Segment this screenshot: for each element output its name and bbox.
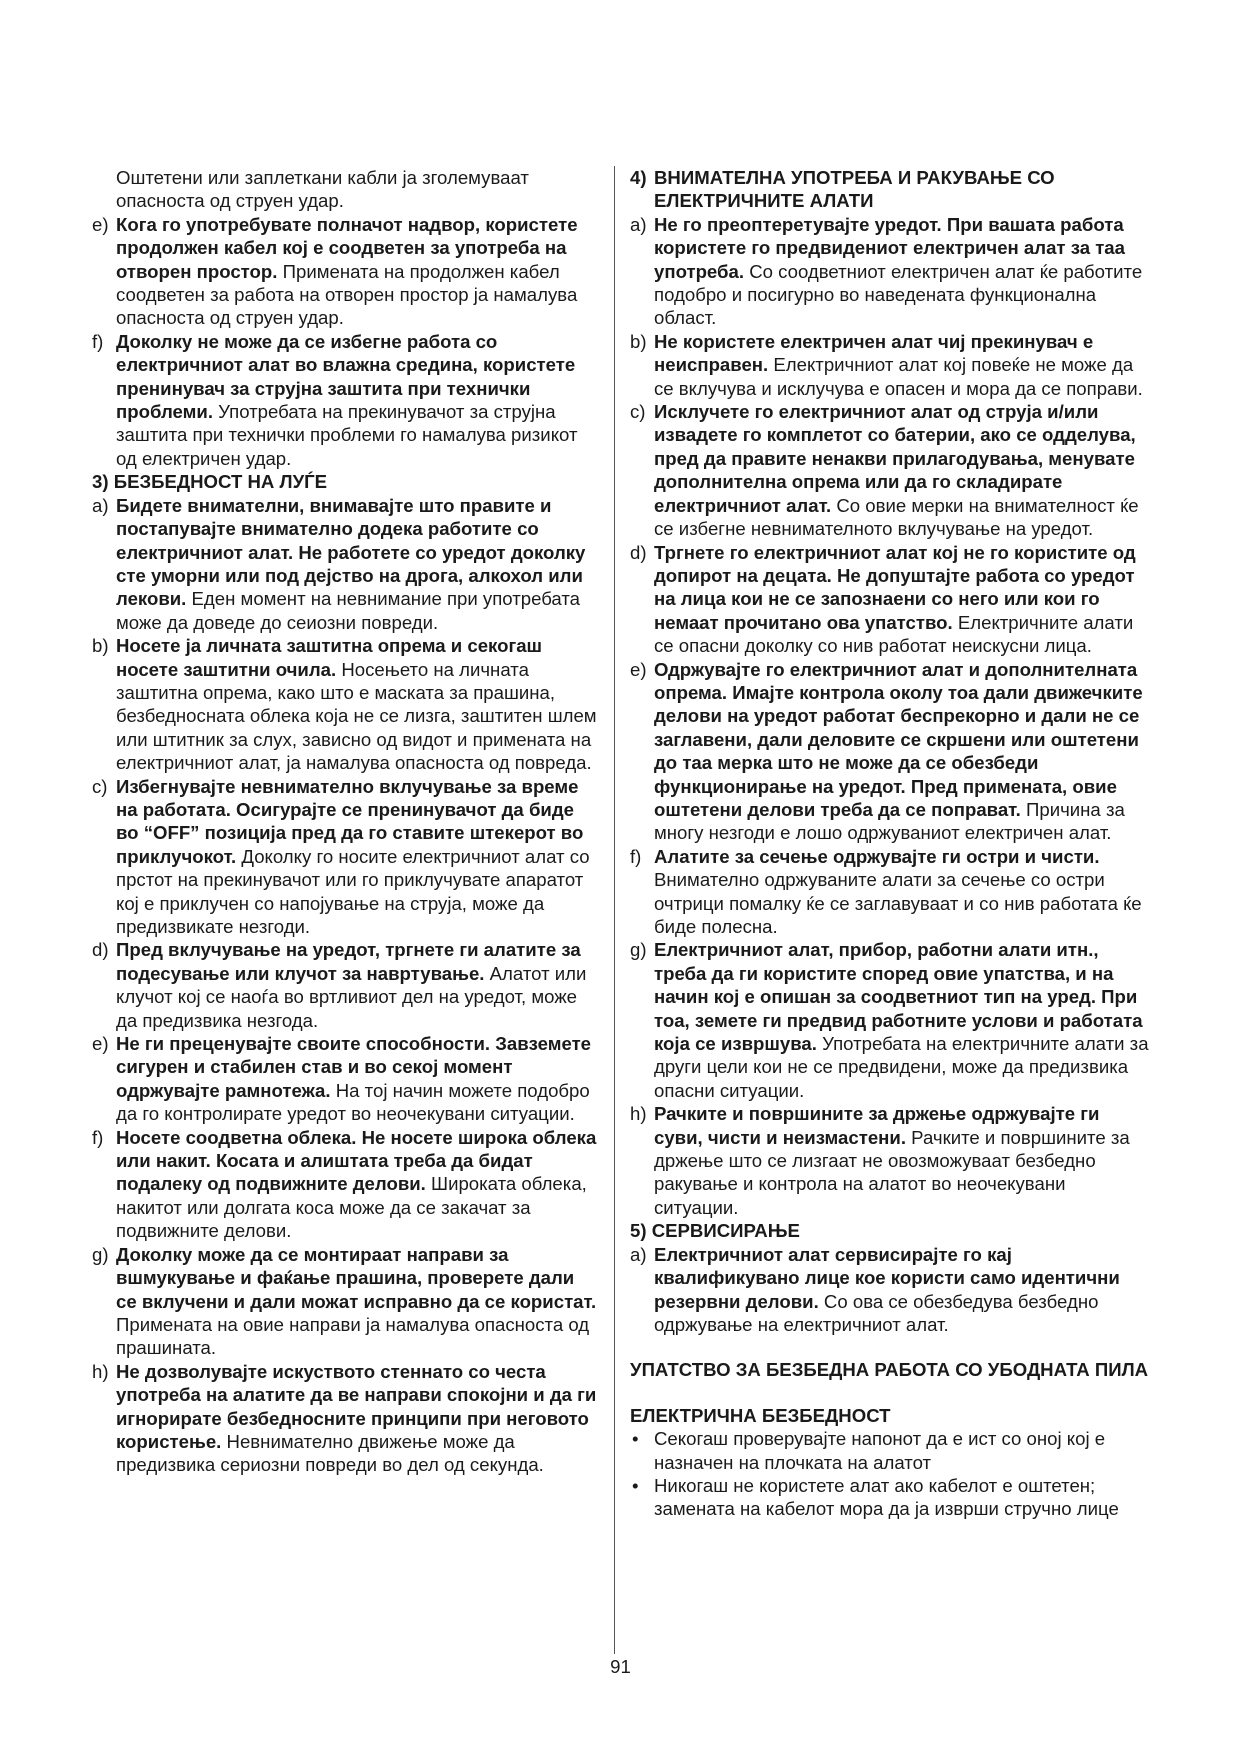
list-item-d (92, 938, 597, 1032)
item-bold: Исклучете го електричниот алат од струја и/или извадете го комплетот со батерии, ако се одделува, пред да правите ненакви прилагодувања, менувате дополнителна опрема или да го складирате електричниот алат. (654, 401, 1136, 516)
item-label: g) (92, 1243, 109, 1265)
list-item-d (630, 541, 1150, 658)
item-text: Со овие мерки на внимателност ќе се избегне невнимателното вклучување на уредот. (654, 494, 1139, 540)
item-label: c) (630, 401, 646, 423)
item-bold: Кога го употребувате полначот надвор, користете продолжен кабел кој е соодветен за употреба на отворен простор. (116, 213, 578, 282)
list-item-b (630, 330, 1150, 400)
item-bold: Доколку може да се монтираат направи за вшмукување и фаќање прашина, проверете дали се вклучени и дали можат исправно да се користат. (116, 1243, 597, 1312)
item-bold: Рачките и површините за држење одржувајте ги суви, чисти и неизмастени. (654, 1103, 1100, 1148)
item-bold: Одржувајте го електричниот алат и дополнителната опрема. Имајте контрола околу тоа дали движечките делови на уредот работат беспрекорно и дали не се заглавени, дали деловите се скршени или оштетени до таа мерка што не може да се обезбеди функционирање на уредот. Пред примената, овие оштетени делови треба да се поправат. (654, 658, 1143, 820)
item-text: Електричниот алат кој повеќе не може да се вклучува и исклучува е опасен и мора да се поправи. (654, 354, 1143, 399)
spacer (630, 1336, 1150, 1358)
electrical-safety-heading: ЕЛЕКТРИЧНА БЕЗБЕДНОСТ (630, 1404, 891, 1426)
item-text: Алатот или клучот кој се наоѓа во вртливиот дел на уредот, може да предизвика незгода. (116, 962, 587, 1031)
intro-text: Оштетени или заплеткани кабли ја зголемуваат опасноста од струен удар. (116, 167, 529, 212)
page-number: 91 (610, 1656, 631, 1677)
item-label: f) (92, 330, 104, 352)
list-item-c (92, 775, 597, 939)
section-5-heading: 5) СЕРВИСИРАЊЕ (630, 1220, 800, 1242)
bullet-mark: • (632, 1474, 639, 1496)
item-bold: Избегнувајте невнимателно вклучување за време на работата. Осигурајте се пренинувачот да биде во “OFF” позиција пред да го ставите штекерот во приклучокот. (116, 775, 584, 867)
jigsaw-safety-heading: УПАТСТВО ЗА БЕЗБЕДНА РАБОТА СО УБОДНАТА ПИЛА (630, 1359, 1149, 1381)
list-item-e (630, 658, 1150, 845)
item-bold: Не ги преценувајте своите способности. Завземете сигурен и стабилен став и во секој момент одржувајте рамнотежа. (116, 1033, 592, 1101)
list-item-e (92, 213, 597, 330)
item-label: b) (630, 330, 647, 352)
list-item-service-a (630, 1243, 1150, 1337)
bullet-item (630, 1474, 1150, 1521)
left-column (92, 166, 597, 1477)
list-item-h (92, 1360, 597, 1477)
section-4-number: 4) (630, 167, 647, 188)
item-label: g) (630, 939, 647, 961)
section-4-heading (630, 166, 1150, 213)
list-item-f (630, 845, 1150, 939)
spacer (630, 1382, 1150, 1404)
item-label: f) (92, 1126, 104, 1148)
item-text: Еден момент на невнимание при употребата може да доведе до сеиозни повреди. (116, 588, 581, 633)
item-label: a) (630, 213, 647, 235)
list-item-c (630, 400, 1150, 540)
item-bold: Не користете електричен алат чиј прекинувач е неисправен. (654, 330, 1094, 376)
item-label: e) (630, 658, 647, 680)
list-item-f (92, 330, 597, 470)
item-text: Употребата на електричните алати за други цели кои не се предвидени, може да предизвика опасни ситуации. (654, 1033, 1149, 1101)
list-item-g (92, 1243, 597, 1360)
list-item-a (92, 494, 597, 634)
item-label: b) (92, 635, 109, 657)
item-text: Широката облека, накитот или долгата коса може да се закачат за подвижните делови. (116, 1173, 587, 1242)
item-label: a) (92, 494, 109, 516)
item-text: Примената на продолжен кабел соодветен за работа на отворен простор ја намалува опасноста од струен удар. (116, 260, 578, 329)
list-item-f2 (92, 1126, 597, 1243)
item-text: Со соодветниот електричен алат ќе работите подобро и посигурно во наведената функционална област. (654, 260, 1143, 329)
right-column (630, 166, 1150, 1521)
item-bold: Пред вклучување на уредот, тргнете ги алатите за подесување или клучот за навртување. (116, 939, 581, 984)
item-label: a) (630, 1243, 647, 1265)
item-label: h) (630, 1103, 647, 1125)
item-label: d) (630, 541, 647, 563)
list-item-a (630, 213, 1150, 330)
item-bold: Носете соодветна облека. Не носете широка облека или накит. Косата и алиштата треба да бидат подалеку од подвижните делови. (116, 1126, 597, 1195)
item-text: Причина за многу незгоди е лошо одржуваниот електричен алат. (654, 798, 1125, 844)
bullet-item (630, 1427, 1150, 1474)
item-label: d) (92, 939, 109, 961)
item-text: Употребата на прекинувачот за струјна заштита при технички проблеми го намалува ризикот од електричен удар. (116, 401, 578, 469)
list-item-b (92, 634, 597, 774)
column-divider (614, 166, 615, 1654)
section-4-title: ВНИМАТЕЛНА УПОТРЕБА И РАКУВАЊЕ СО ЕЛЕКТРИЧНИТЕ АЛАТИ (654, 167, 1055, 212)
item-text: Рачките и површините за држење што се лизгаат не овозможуваат безбедно ракување и контрола на алатот во неочекувани ситуации. (654, 1126, 1130, 1218)
item-text: Со ова се обезбедува безбедно одржување на електричниот алат. (654, 1290, 1099, 1335)
item-bold: Доколку не може да се избегне работа со електричниот алат во влажна средина, користете пренинувач за струјна заштита при технички проблеми. (116, 330, 576, 423)
list-item-e2 (92, 1032, 597, 1126)
item-bold: Тргнете го електричниот алат кој не го користите од допирот на децата. Не допуштајте работа со уредот на лица кои не се запознаени со него или кои го немаат прочитано ова упатство. (654, 541, 1136, 633)
item-text: Примената на овие направи ја намалува опасноста од прашината. (116, 1313, 590, 1359)
item-text: Невнимателно движење може да предизвика сериозни повреди во дел од секунда. (116, 1430, 544, 1476)
section-3-heading: 3) БЕЗБЕДНОСТ НА ЛУЃЕ (92, 471, 328, 493)
item-text: Носењето на личната заштитна опрема, како што е маската за прашина, безбедносната облека која не се лизга, заштитен шлем или штитник за слух, зависно од видот и примената на електричниот алат, ја намалува опасноста од повреда. (116, 658, 597, 774)
item-text: Доколку го носите електричниот алат со прстот на прекинувачот или го приклучувате апаратот кој е приклучен со напојување на струја, може да предизвикате незгоди. (116, 845, 590, 937)
item-bold: Алатите за сечење одржувајте ги остри и чисти. (654, 845, 1100, 867)
item-text: Внимателно одржуваните алати за сечење со остри очтрици помалку ќе се заглавуваат и со нив работата ќе биде полесна. (654, 869, 1142, 937)
item-text: На тој начин можете подобро да го контролирате уредот во неочекувани ситуации. (116, 1079, 590, 1125)
item-bold: Носете ја личната заштитна опрема и секогаш носете заштитни очила. (116, 635, 543, 680)
item-label: h) (92, 1360, 109, 1382)
item-label: e) (92, 213, 109, 235)
item-bold: Не го преоптеретувајте уредот. При вашата работа користете го предвидениот електричен алат за таа употреба. (654, 213, 1125, 282)
item-label: c) (92, 775, 108, 797)
bullet-text: Никогаш не користете алат ако кабелот е оштетен; замената на кабелот мора да ја изврши стручно лице (654, 1474, 1119, 1520)
item-bold: Електричниот алат, прибор, работни алати итн., треба да ги користите според овие упатства, и на начин кој е опишан за соодветниот тип на уред. При тоа, земете ги предвид работните услови и работата која се извршува. (654, 939, 1143, 1055)
item-label: f) (630, 845, 642, 867)
item-label: e) (92, 1033, 109, 1055)
bullet-mark: • (632, 1428, 639, 1450)
item-text: Електричните алати се опасни доколку со нив работат неискусни лица. (654, 611, 1134, 657)
item-bold: Не дозволувајте искуството стеннато со честа употреба на алатите да ве направи спокојни и да ги игнорирате безбедносните принципи при неговото користење. (116, 1360, 597, 1452)
bullet-text: Секогаш проверувајте напонот да е ист со оној кој е назначен на плочката на алатот (654, 1428, 1106, 1473)
list-item-g (630, 938, 1150, 1102)
list-item-h (630, 1102, 1150, 1219)
item-bold: Бидете внимателни, внимавајте што правите и постапувајте внимателно додека работите со електричниот алат. Не работете со уредот доколку сте уморни или под дејство на дрога, алкохол или лекови. (116, 494, 586, 610)
item-bold: Електричниот алат сервисирајте го кај квалификувано лице кое користи само идентични резервни делови. (654, 1243, 1120, 1312)
